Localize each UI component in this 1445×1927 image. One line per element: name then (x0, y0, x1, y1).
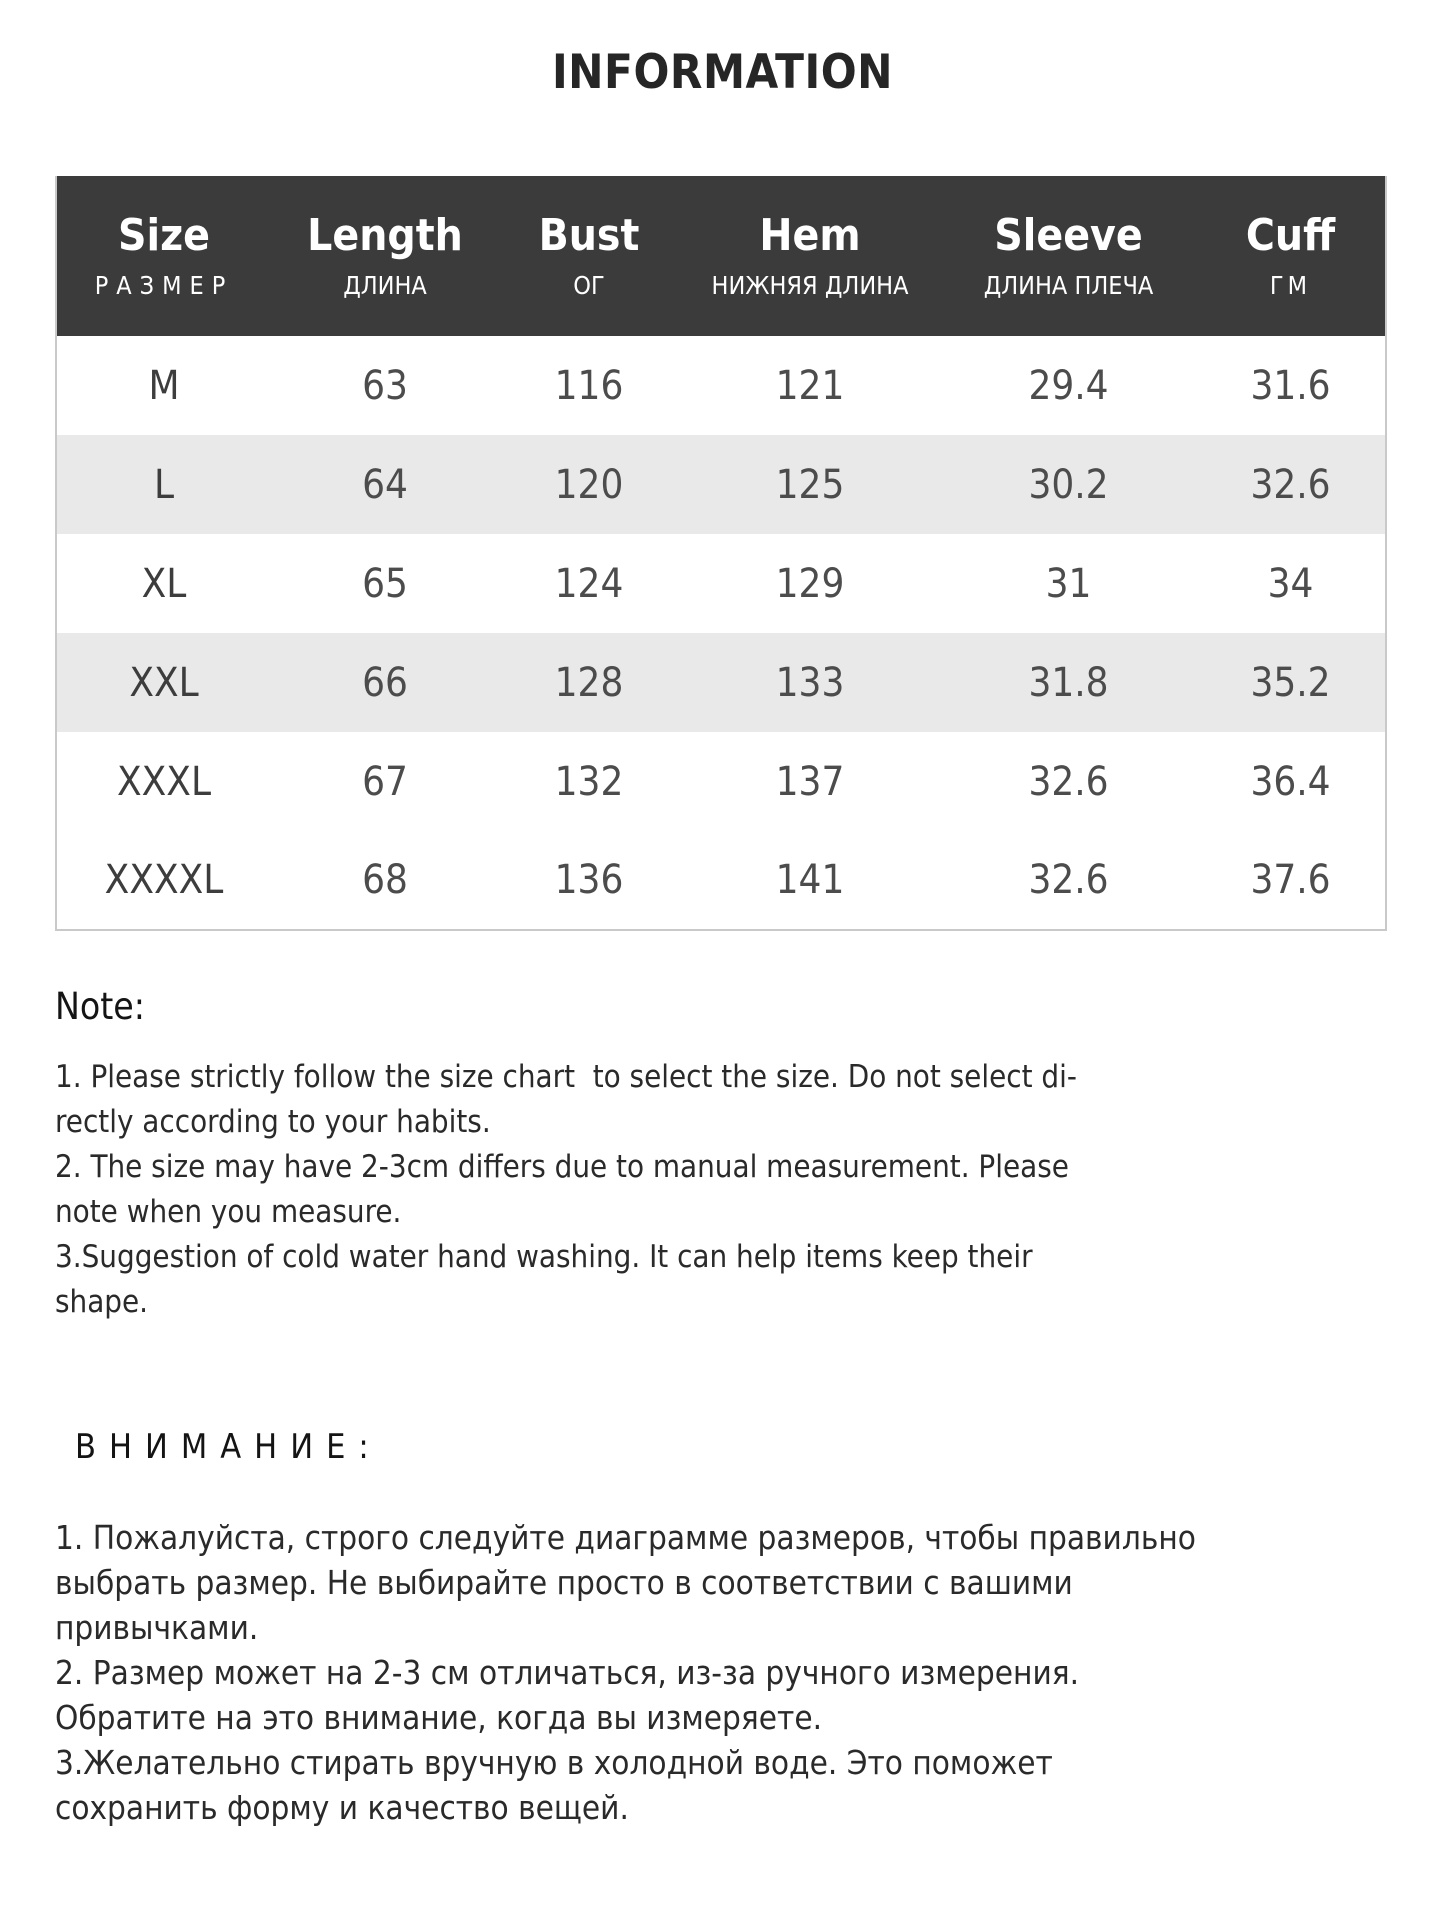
value-cell: 36.4 (1250, 758, 1331, 805)
value-cell: 136 (554, 857, 624, 903)
value-cell: 68 (362, 857, 408, 903)
size-chart-table (55, 176, 1387, 931)
table-row-xxxxl (56, 831, 1386, 930)
attention-line: выбрать размер. Не выбирайте просто в соответствии с вашими (55, 1563, 1073, 1602)
attention-line: Обратите на это внимание, когда вы измеряете. (55, 1698, 823, 1737)
table-row-xl (56, 534, 1386, 633)
attention-line: 1. Пожалуйста, строго следуйте диаграмме размеров, чтобы правильно (55, 1518, 1196, 1557)
attention-heading: ВНИМАНИЕ: (75, 1427, 382, 1467)
value-cell: 31.8 (1028, 659, 1109, 706)
value-cell: 31.6 (1250, 362, 1331, 409)
table-row-xxl (56, 633, 1386, 732)
size-chart-header (56, 176, 1386, 336)
column-label-ru: ДЛИНА ПЛЕЧА (983, 271, 1154, 300)
size-cell: L (153, 461, 175, 508)
value-cell: 32.6 (1028, 758, 1109, 805)
value-cell: 34 (1267, 560, 1314, 607)
note-line: 2. The size may have 2-3cm differs due to manual measurement. Please (55, 1149, 1069, 1185)
column-label-en: Cuff (1245, 210, 1336, 261)
note-line: 1. Please strictly follow the size chart to select the size. Do not select di- (55, 1059, 1077, 1095)
note-line: shape. (55, 1284, 149, 1320)
column-label-ru: ОГ (573, 271, 605, 300)
value-cell: 141 (775, 857, 845, 903)
attention-section (55, 1425, 1390, 1830)
value-cell: 125 (775, 461, 845, 508)
column-header-hem (679, 176, 941, 336)
value-cell: 120 (554, 461, 624, 508)
note-line: 3.Suggestion of cold water hand washing. It can help items keep their (55, 1239, 1033, 1275)
note-section (55, 987, 1390, 1325)
value-cell: 65 (362, 560, 408, 607)
note-line: rectly according to your habits. (55, 1104, 491, 1140)
value-cell: 116 (554, 362, 624, 409)
column-label-ru: НИЖНЯЯ ДЛИНА (711, 271, 909, 300)
value-cell: 35.2 (1250, 659, 1331, 706)
size-cell: XXL (129, 659, 199, 706)
value-cell: 129 (775, 560, 845, 607)
value-cell: 31 (1045, 560, 1092, 607)
column-label-en: Sleeve (994, 210, 1143, 261)
size-chart-body (56, 336, 1386, 930)
table-row-m (56, 336, 1386, 435)
size-cell: M (148, 362, 180, 409)
table-row-xxxl (56, 732, 1386, 831)
column-label-en: Bust (538, 210, 640, 261)
note-text (55, 1055, 1390, 1325)
value-cell: 29.4 (1028, 362, 1109, 409)
column-label-en: Size (118, 210, 210, 261)
attention-line: 2. Размер может на 2-3 см отличаться, из-за ручного измерения. (55, 1653, 1080, 1692)
note-line: note when you measure. (55, 1194, 402, 1230)
value-cell: 30.2 (1028, 461, 1109, 508)
attention-line: 3.Желательно стирать вручную в холодной воде. Это поможет (55, 1743, 1053, 1782)
attention-line: привычками. (55, 1608, 259, 1647)
value-cell: 133 (775, 659, 845, 706)
value-cell: 128 (554, 659, 624, 706)
column-label-en: Hem (759, 210, 861, 261)
column-label-ru: ДЛИНА (343, 271, 427, 300)
table-row-l (56, 435, 1386, 534)
page-title: INFORMATION (551, 45, 894, 100)
column-header-bust (499, 176, 679, 336)
value-cell: 64 (362, 461, 408, 508)
size-cell: XL (141, 560, 187, 607)
value-cell: 137 (775, 758, 845, 805)
attention-line: сохранить форму и качество вещей. (55, 1788, 629, 1827)
header-row (56, 176, 1386, 336)
column-header-length (271, 176, 499, 336)
attention-text (55, 1515, 1390, 1830)
note-heading: Note: (55, 985, 146, 1028)
value-cell: 66 (362, 659, 408, 706)
column-label-en: Length (307, 210, 463, 261)
size-cell: XXXXL (104, 857, 224, 903)
value-cell: 32.6 (1028, 857, 1109, 903)
column-label-ru: РАЗМЕР (94, 271, 234, 300)
value-cell: 63 (362, 362, 408, 409)
value-cell: 132 (554, 758, 624, 805)
value-cell: 124 (554, 560, 624, 607)
column-header-size (56, 176, 271, 336)
value-cell: 67 (362, 758, 408, 805)
value-cell: 32.6 (1250, 461, 1331, 508)
value-cell: 37.6 (1250, 857, 1331, 903)
column-label-ru: ГМ (1269, 271, 1312, 300)
column-header-sleeve (941, 176, 1196, 336)
value-cell: 121 (775, 362, 845, 409)
size-cell: XXXL (117, 758, 211, 805)
column-header-cuff (1196, 176, 1386, 336)
